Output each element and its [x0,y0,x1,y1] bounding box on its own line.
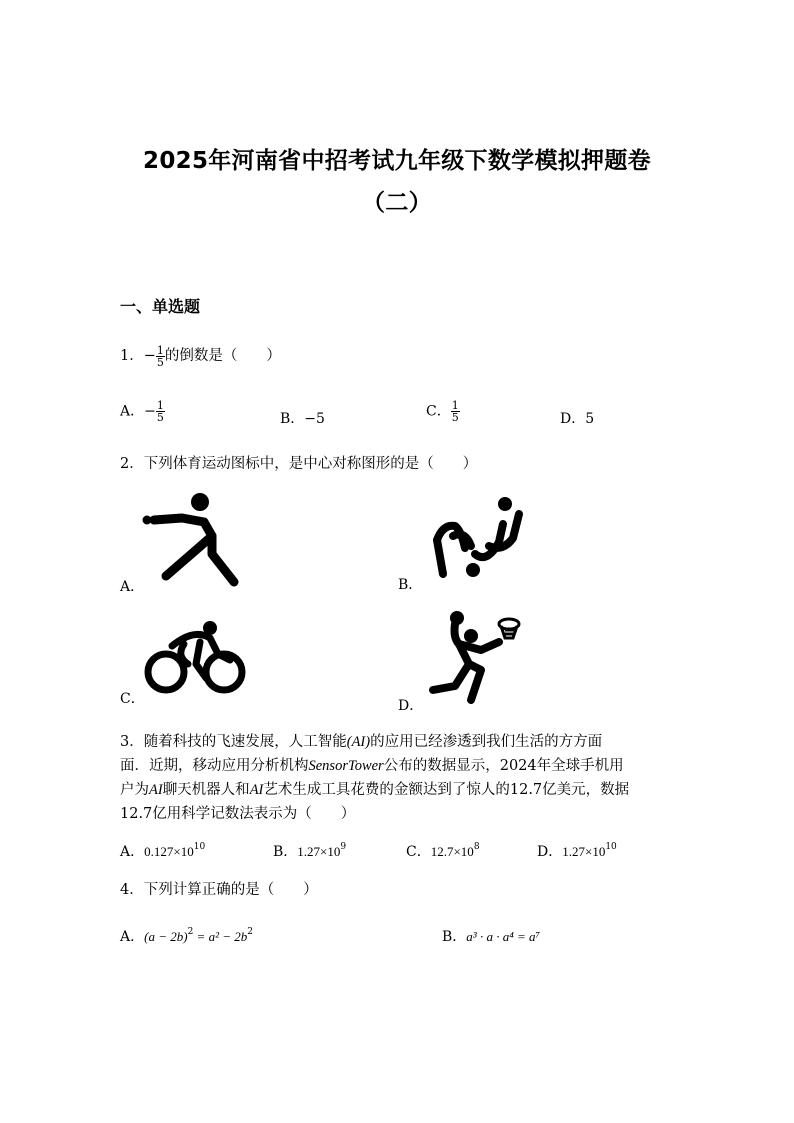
option-a-label[interactable]: A． [120,579,145,595]
question-3-line-3: 户为AI聊天机器人和AI艺术生成工具花费的金额达到了惊人的12.7亿美元，数据 [120,782,630,798]
question-number: 2． [120,456,144,472]
option-c[interactable]: C．$12.7\times 10^8$ [406,842,480,860]
option-b[interactable]: B．a³ · a · a⁴ = a⁷ [442,929,541,945]
cycling-icon[interactable] [144,620,248,696]
option-a[interactable]: A．$(a - 2b)^2 = a^2 - 2b^2$ [120,927,253,945]
question-3-line-4: 12.7亿用科学记数法表示为（ ） [120,806,356,822]
wrestling-icon[interactable] [425,494,525,586]
option-b-label[interactable]: B． [398,577,423,593]
fraction: $\frac{1}{5}$ [156,343,164,369]
question-1: 1．− $\frac{1}{5}$ 的倒数是（ ） [120,343,281,369]
option-c-label[interactable]: C． [120,691,145,707]
table-tennis-icon[interactable] [140,488,250,592]
option-c[interactable]: C． $\frac{1}{5}$ [426,399,459,424]
question-number: 4． [120,882,144,898]
section-heading: 一、单选题 [120,297,201,316]
question-3-line-1: 3．随着科技的飞速发展，人工智能(AI)的应用已经渗透到我们生活的方方面 [120,734,603,750]
option-b[interactable]: B．−5 [280,411,325,427]
option-d-label[interactable]: D． [398,698,424,714]
question-3-line-2: 面．近期，移动应用分析机构SensorTower公布的数据显示，2024年全球手机用 [120,758,624,774]
question-3 [120,730,680,826]
question-number: 1． [120,348,144,364]
basketball-icon[interactable] [425,608,525,712]
question-text: 的倒数是（ ） [164,348,281,364]
option-a[interactable]: A．− $\frac{1}{5}$ [120,399,164,424]
question-text: 下列体育运动图标中，是中心对称图形的是（ ） [143,456,478,472]
question-4 [120,878,318,902]
option-d[interactable]: D．$1.27\times 10^{10}$ [537,842,617,860]
question-2 [120,452,477,476]
page-subtitle: （二） [362,190,432,216]
option-a[interactable]: A．$0.127\times 10^{10}$ [120,842,206,860]
option-b[interactable]: B．$1.27\times 10^9$ [273,842,347,860]
page-title: 2025年河南省中招考试九年级下数学模拟押题卷 [143,148,651,174]
option-d[interactable]: D．5 [560,411,595,427]
question-text: 下列计算正确的是（ ） [143,882,318,898]
question-number: 3． [120,734,144,750]
